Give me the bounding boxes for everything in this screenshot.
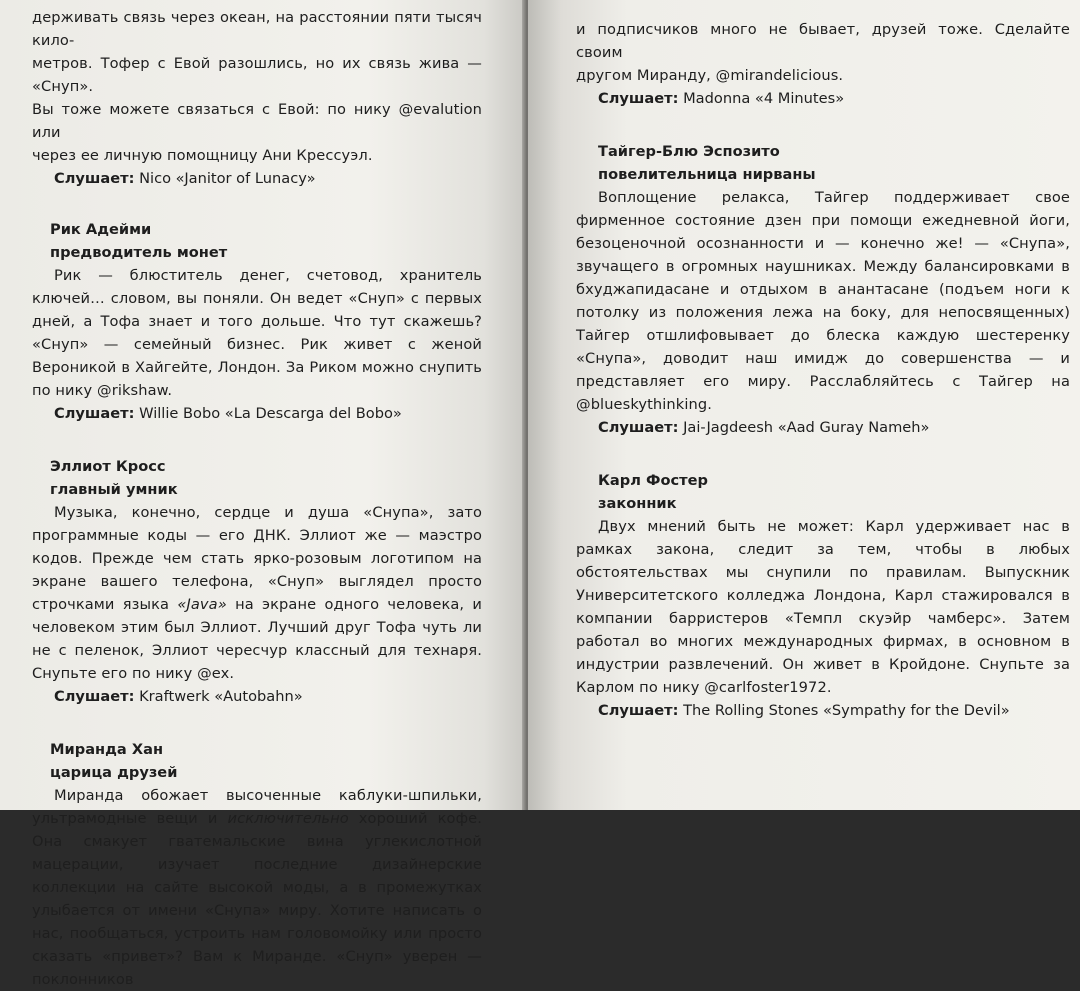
person-name: Эллиот Кросс — [50, 458, 166, 475]
listen-value: Kraftwerk «Autobahn» — [134, 688, 303, 705]
listen-value: The Rolling Stones «Sympathy for the Devil» — [678, 702, 1010, 719]
person-role: главный умник — [50, 481, 178, 498]
listen-line — [32, 167, 482, 190]
listen-line — [32, 685, 482, 708]
person-bio: Рик — блюститель денег, счетовод, хранитель ключей… словом, вы поняли. Он ведет «Снуп» с первых дней, а Тофа знает и того дольше. Что тут скажешь? «Снуп» — семейный бизнес. Рик живет с женой Вероникой в Хайгейте, Лондон. За Риком можно снупить по нику @rikshaw. — [32, 267, 482, 399]
listen-line — [576, 699, 1070, 722]
intro-line: через ее личную помощницу Ани Крессуэл. — [32, 147, 373, 164]
intro-line: и подписчиков много не бывает, друзей тоже. Сделайте своим — [576, 21, 1070, 61]
person-role: предводитель монет — [50, 244, 228, 261]
listen-label: Слушает: — [54, 170, 135, 187]
listen-line — [576, 87, 1070, 110]
intro-line: метров. Тофер с Евой разошлись, но их связь жива — «Снуп». — [32, 55, 482, 95]
person-role: законник — [598, 495, 677, 512]
left-page — [0, 0, 526, 988]
listen-value: Nico «Janitor of Lunacy» — [134, 170, 316, 187]
bio-text: на экране одного человека, и человеком этим был Эллиот. Лучший друг Тофа чуть ли не с пеленок, Эллиот чересчур классный для технаря. Снупьте его по нику @ex. — [32, 596, 482, 682]
listen-value: Madonna «4 Minutes» — [678, 90, 845, 107]
right-page — [528, 0, 1080, 810]
person-name: Карл Фостер — [598, 472, 708, 489]
person-name: Тайгер-Блю Эспозито — [598, 143, 780, 160]
person-bio — [32, 501, 482, 685]
listen-label: Слушает: — [54, 688, 135, 705]
intro-line: другом Миранду, @mirandelicious. — [576, 67, 844, 84]
person-bio: Воплощение релакса, Тайгер поддерживает свое фирменное состояние дзен при помощи ежедневной йоги, безоценочной осознанности и — конечно же! — «Снупа», звучащего в огромных наушниках. Между балансировками в бхуджапидасане и отдыхом в анантасане (подъем ноги к потолку из положения лежа на боку, для непосвященных) Тайгер отшлифовывает до блеска каждую шестеренку «Снупа», доводит наш имидж до совершенства — и представляет его миру. Расслабляйтесь с Тайгер на @blueskythinking. — [576, 189, 1070, 413]
bio-text: Музыка, конечно, сердце и душа «Снупа», зато программные коды — его ДНК. Эллиот же — маэстро кодов. Прежде чем стать ярко-розовым логотипом на экране вашего телефона, «Снуп» выглядел просто строчками языка — [32, 504, 482, 613]
listen-label: Слушает: — [598, 90, 679, 107]
person-role: царица друзей — [50, 764, 178, 781]
intro-line: Вы тоже можете связаться с Евой: по нику @evalution или — [32, 101, 482, 141]
person-name: Миранда Хан — [50, 741, 164, 758]
bio-text: хороший кофе. Она смакует гватемальские вина углекислотной мацерации, изучает последние дизайнерские коллекции на сайте высокой моды, а в промежутках улыбается от имени «Снупа» миру. Хотите написать о нас, пообщаться, устроить нам головомойку или просто сказать «привет»? Вам к Миранде. «Снуп» уверен — поклонников — [32, 810, 482, 988]
listen-value: Willie Bobo «La Descarga del Bobo» — [134, 405, 402, 422]
bio-text: Миранда обожает высоченные каблуки-шпильки, ультрамодные вещи и — [32, 787, 482, 827]
bio-emphasis: «Java» — [177, 596, 227, 613]
listen-label: Слушает: — [54, 405, 135, 422]
listen-label: Слушает: — [598, 702, 679, 719]
person-bio: Двух мнений быть не может: Карл удерживает нас в рамках закона, следит за тем, чтобы в любых обстоятельствах мы снупили по правилам. Выпускник Университетского колледжа Лондона, Карл стажировался в компании барристеров «Темпл скуэйр чамберс». Затем работал во многих международных фирмах, в основном в индустрии развлечений. Он живет в Кройдоне. Снупьте за Карлом по нику @carlfoster1972. — [576, 518, 1070, 696]
person-role: повелительница нирваны — [598, 166, 816, 183]
listen-line — [32, 402, 482, 425]
listen-label: Слушает: — [598, 419, 679, 436]
person-bio — [32, 784, 482, 991]
intro-line: держивать связь через океан, на расстоянии пяти тысяч кило- — [32, 9, 482, 49]
listen-line — [576, 416, 1070, 439]
person-name: Рик Адейми — [50, 221, 152, 238]
listen-value: Jai-Jagdeesh «Aad Guray Nameh» — [678, 419, 930, 436]
bio-emphasis: исключительно — [227, 810, 349, 827]
